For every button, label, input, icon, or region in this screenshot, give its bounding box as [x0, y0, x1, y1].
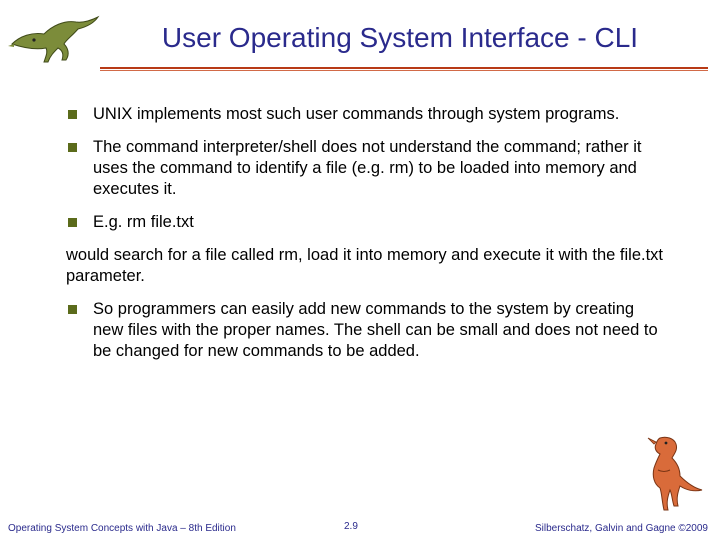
- bullet-text: E.g. rm file.txt: [93, 213, 194, 231]
- title-divider-secondary: [100, 70, 708, 71]
- dinosaur-footer-icon: [636, 432, 706, 514]
- plain-paragraph: would search for a file called rm, load it into memory and execute it with the file.txt parameter.: [66, 246, 664, 285]
- bullet-item: [66, 212, 666, 233]
- dinosaur-logo-icon: [6, 14, 102, 66]
- bullet-text: So programmers can easily add new commands to the system by creating new files with the proper names. The shell can be small and does not need to be changed for new commands to be added.: [93, 300, 658, 360]
- bullet-text: The command interpreter/shell does not understand the command; rather it uses the command to identify a file (e.g. rm) to be loaded into memory and executes it.: [93, 138, 642, 198]
- bullet-item: [66, 299, 666, 362]
- footer-copyright: Silberschatz, Galvin and Gagne ©2009: [534, 523, 708, 534]
- title-divider: [100, 67, 708, 69]
- footer-page-number: 2.9: [344, 521, 358, 532]
- bullet-item: [66, 137, 666, 200]
- bullet-square-icon: [68, 110, 77, 119]
- bullet-square-icon: [68, 143, 77, 152]
- footer-book-title: Operating System Concepts with Java – 8th Edition: [8, 523, 236, 534]
- bullet-item: [66, 104, 666, 125]
- slide-content: [66, 104, 666, 374]
- bullet-square-icon: [68, 218, 77, 227]
- bullet-square-icon: [68, 305, 77, 314]
- slide-title: User Operating System Interface - CLI: [161, 22, 639, 53]
- bullet-text: UNIX implements most such user commands through system programs.: [93, 105, 620, 123]
